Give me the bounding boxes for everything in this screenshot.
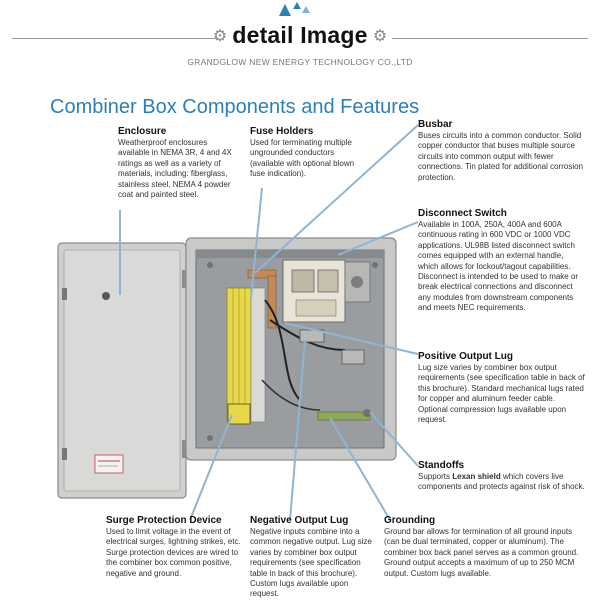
surge-protection-title: Surge Protection Device [106,515,222,526]
surge-protection-text: Used to limit voltage in the event of electrical surges, lightning strikes, etc. Surge protection devices are wired to the combiner box common positive, negative and ground. [106,527,241,578]
standoffs-text-pre: Supports [418,472,453,481]
grounding-title: Grounding [384,515,436,526]
positive-output-lug-title: Positive Output Lug [418,351,513,362]
enclosure-text: Weatherproof enclosures available in NEMA 3R, 4 and 4X ratings as well as a variety of materials, including: fiberglass, stainless steel, NEMA 4 powder coat and painted steel. [118,138,232,200]
callout-surge-protection [106,515,241,579]
standoffs-title: Standoffs [418,460,465,471]
standoffs-text-post: which covers live components and protects against risk of shock. [418,472,585,492]
company-subtitle: GRANDGLOW NEW ENERGY TECHNOLOGY CO.,LTD [187,57,413,67]
positive-output-lug-text: Lug size varies by combiner box output requirements (see specification table in back of this brochure). Standard mechanical lugs rated for copper and aluminum feeder cable. Optional compression lugs available upon request. [418,363,585,425]
enclosure-title: Enclosure [118,126,167,137]
page-title: detail Image [232,22,368,48]
fuse-holders-title: Fuse Holders [250,126,314,137]
callout-positive-output-lug [418,351,586,425]
callout-enclosure [118,126,240,200]
busbar-text: Buses circuits into a common conductor. Solid copper conductor that buses multiple source circuits into common output with fewer connections. Tin plated for additional corrosion protection. [418,131,583,182]
standoffs-text [418,472,586,493]
fuse-holders [227,288,265,422]
positive-output-lug [342,350,364,364]
fuse-holders-text: Used for terminating multiple ungrounded conductors (available with optional blown fuse indication). [250,138,355,179]
callout-disconnect-switch [418,208,586,314]
disconnect-switch-text: Available in 100A, 250A, 400A and 600A continuous rating in 600 VDC or 1000 VDC applications. UL98B listed disconnect switch comes equipped with an external handle, which allows for lockout/tagout capabilities. Disconnect is intended to be used to make or break electrical connections and disconnect any modules from downstream components and meets NEC requirements. [418,220,579,313]
callout-fuse-holders [250,126,370,180]
ground-bar [318,412,370,420]
gear-icon: ⚙ [212,26,228,45]
door-latch [102,292,110,300]
negative-output-lug-text: Negative inputs combine into a common negative output. Lug size varies by combiner box output requirements (see specification table in back of this brochure). Custom lugs available upon request. [250,527,372,599]
negative-output-lug-title: Negative Output Lug [250,515,349,526]
standoffs-text-bold: Lexan shield [452,472,501,481]
callout-standoffs [418,460,586,493]
callout-negative-output-lug [250,515,372,600]
callout-busbar [418,119,586,183]
section-title: Combiner Box Components and Features [50,96,420,118]
gear-icon: ⚙ [372,26,388,45]
disconnect-switch-title: Disconnect Switch [418,208,507,219]
grounding-text: Ground bar allows for termination of all ground inputs (can be dual terminated, copper or aluminum). The combiner box back panel serves as a common ground. Ground output accepts a maximum of up to 250 MCM output. Custom lugs available. [384,527,579,578]
callout-grounding [384,515,589,579]
surge-protection-device [228,404,250,424]
busbar-title: Busbar [418,119,453,130]
warning-label [95,455,123,473]
